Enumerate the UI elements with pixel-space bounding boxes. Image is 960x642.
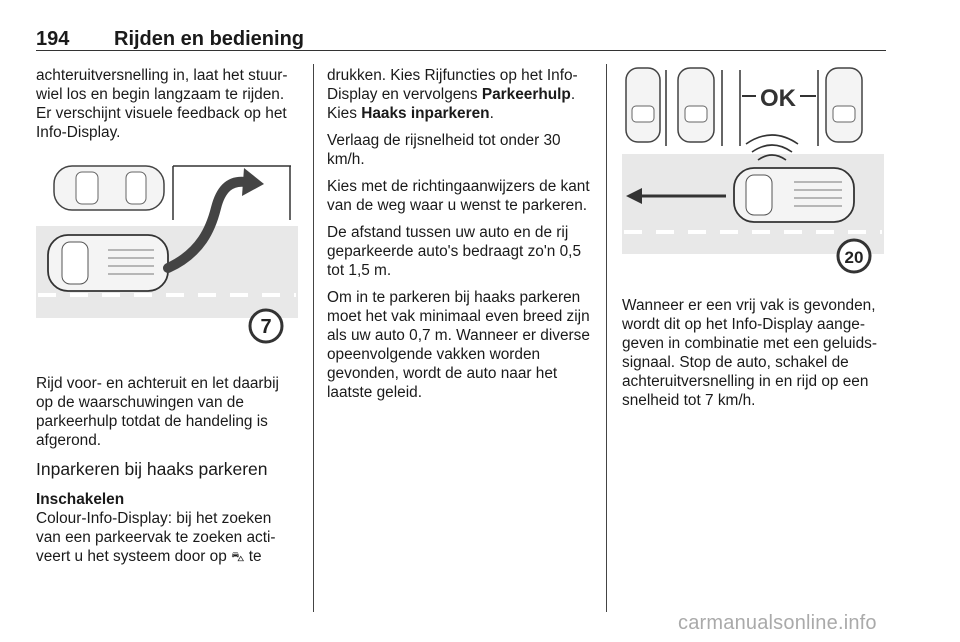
step-number-20: 20 <box>844 248 864 267</box>
menu-parkeerhulp: Parkeerhulp <box>481 86 571 103</box>
paragraph-drive: Rijd voor- en achteruit en let daarbij op de waarschuwingen van de parkeerhulp totdat de handeling is afgerond. <box>36 375 279 449</box>
header-divider <box>36 50 886 51</box>
column-divider-2 <box>606 64 607 612</box>
subheading-activate: Inschakelen <box>36 491 125 508</box>
paragraph-activate <box>36 509 298 566</box>
activate-text-start: Colour-Info-Display: bij het zoeken van een parkeervak te zoeken acti-veert u het systeem door op <box>36 510 276 565</box>
moving-car-icon <box>734 168 854 222</box>
menu-haaks-inparkeren: Haaks inparkeren <box>361 105 490 122</box>
moving-car-icon <box>48 235 168 291</box>
section-title: Rijden en bediening <box>114 28 305 50</box>
column-divider-1 <box>313 64 314 612</box>
heading-perpendicular-parking: Inparkeren bij haaks parkeren <box>36 459 268 479</box>
figure-parking-maneuver <box>36 158 298 358</box>
ok-label: OK <box>760 85 796 112</box>
paragraph-indicators: Kies met de richtingaanwijzers de kant van de weg waar u wenst te parkeren. <box>327 178 590 214</box>
select-text-2: . Kies <box>327 86 576 122</box>
page-header <box>36 28 886 50</box>
parked-car-icon <box>678 68 714 142</box>
activate-text-end: te <box>248 548 262 565</box>
column-middle <box>327 66 592 410</box>
paragraph-intro: achteruitversnelling in, laat het stuur-wiel los en begin langzaam te rijden. Er verschijnt visuele feedback op het Info-Display. <box>36 67 288 141</box>
step-number-7: 7 <box>260 316 272 338</box>
select-text-3: . <box>489 105 494 122</box>
paragraph-speed: Verlaag de rijsnelheid tot onder 30 km/h. <box>327 132 561 168</box>
paragraph-space-found: Wanneer er een vrij vak is gevonden, wordt dit op het Info-Display aange-geven in combinatie met een geluids-signaal. Stop de auto, schakel de achteruitversnelling in en rijd op een snelheid tot 7 km/h. <box>622 297 877 409</box>
watermark-text: carmanualsonline.info <box>678 612 877 634</box>
select-text-1: drukken. Kies Rijfuncties op het Info-Display en vervolgens <box>327 67 578 103</box>
page-number: 194 <box>36 28 70 50</box>
paragraph-space-width: Om in te parkeren bij haaks parkeren moet het vak minimaal even breed zijn als uw auto 0,7 m. Wanneer er diverse opeenvolgende vakken worden gevonden, wordt de auto naar het laatste geleid. <box>327 289 590 401</box>
column-right <box>622 66 888 418</box>
parked-car-icon <box>826 68 862 142</box>
paragraph-distance: De afstand tussen uw auto en de rij geparkeerde auto's bedraagt zo'n 0,5 tot 1,5 m. <box>327 224 582 279</box>
parked-car-icon <box>54 166 164 210</box>
parked-car-icon <box>626 68 660 142</box>
paragraph-select <box>327 66 592 123</box>
figure-space-found <box>622 66 884 276</box>
column-left <box>36 66 298 574</box>
car-icon: ⛍ <box>231 549 245 564</box>
